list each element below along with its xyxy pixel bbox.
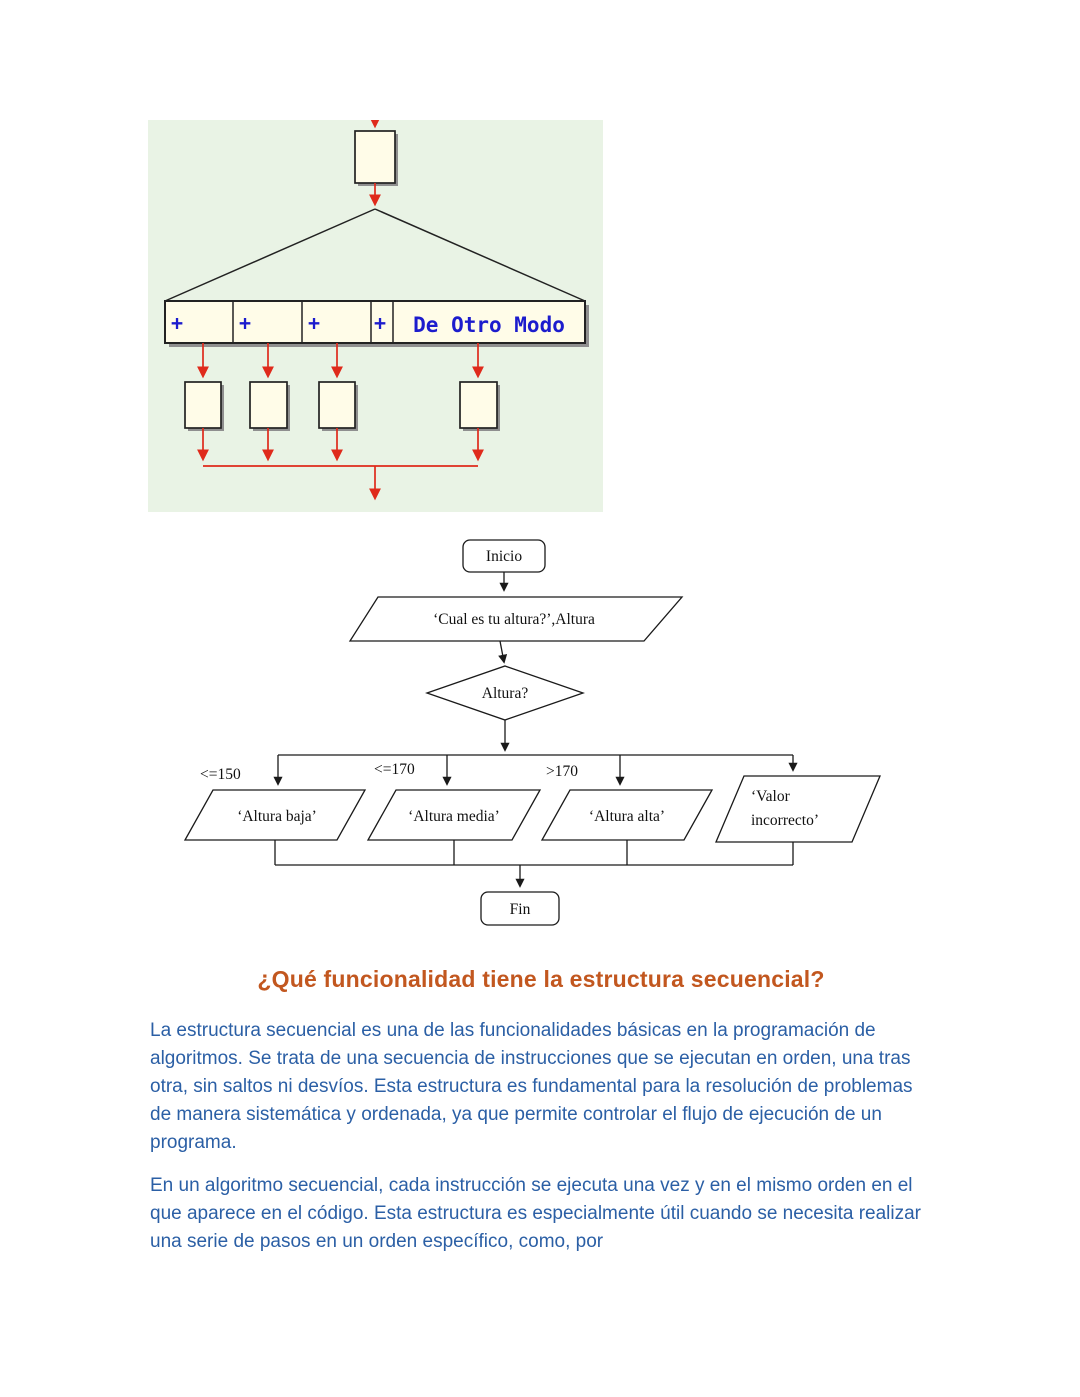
decision-label: Altura?: [481, 685, 529, 702]
process-box-top: [355, 131, 398, 186]
article-paragraph: La estructura secuencial es una de las funcionalidades básicas en la programación de algoritmos. Se trata de una secuencia de instrucciones que se ejecutan en orden, una tras otra, sin saltos ni desvíos. Esta estructura es fundamental para la resolución de problemas de manera sistemática y ordenada, ya que permite controlar el flujo de ejecución de un programa.: [150, 1020, 913, 1153]
article: [150, 966, 932, 1271]
branch-label-le150: <=150: [200, 766, 241, 783]
case-structure-diagram: [148, 120, 603, 512]
branch-lines: [200, 720, 793, 784]
output-node-valor-incorrecto: [716, 776, 880, 842]
article-paragraph: En un algoritmo secuencial, cada instrucción se ejecuta una vez y en el mismo orden en el que aparece en el código. Esta estructura es especialmente útil cuando se necesita realizar una serie de pasos en un orden específico, como, por: [150, 1175, 922, 1252]
case-plus-label: +: [374, 311, 387, 335]
case-plus-label: +: [308, 311, 321, 335]
height-flowchart: [150, 535, 910, 937]
input-node: [350, 597, 682, 641]
output-node-altura-alta: [542, 790, 712, 840]
start-node: [463, 540, 545, 572]
branch-label-gt170: >170: [546, 763, 578, 780]
input-label: ‘Cual es tu altura?’,Altura: [433, 611, 595, 628]
output-node-altura-media: [368, 790, 540, 840]
merge-lines: [275, 840, 793, 886]
branch-label-le170: <=170: [374, 761, 415, 778]
selector-bar: [165, 301, 589, 347]
output-label: ‘Altura media’: [408, 808, 500, 825]
case-plus-label: +: [239, 311, 252, 335]
output-label: ‘Altura baja’: [237, 808, 317, 825]
end-node: [481, 892, 559, 925]
end-label: Fin: [509, 901, 531, 918]
start-label: Inicio: [485, 548, 523, 565]
output-label: ‘Valor: [751, 788, 790, 805]
output-label: ‘Altura alta’: [588, 808, 666, 825]
case-plus-label: +: [171, 311, 184, 335]
case-otherwise-label: De Otro Modo: [413, 313, 565, 337]
decision-node: [427, 666, 583, 720]
output-node-altura-baja: [185, 790, 365, 840]
output-label: incorrecto’: [751, 812, 819, 829]
article-heading: ¿Qué funcionalidad tiene la estructura secuencial?: [257, 966, 825, 992]
flow-arrow: [500, 641, 504, 662]
